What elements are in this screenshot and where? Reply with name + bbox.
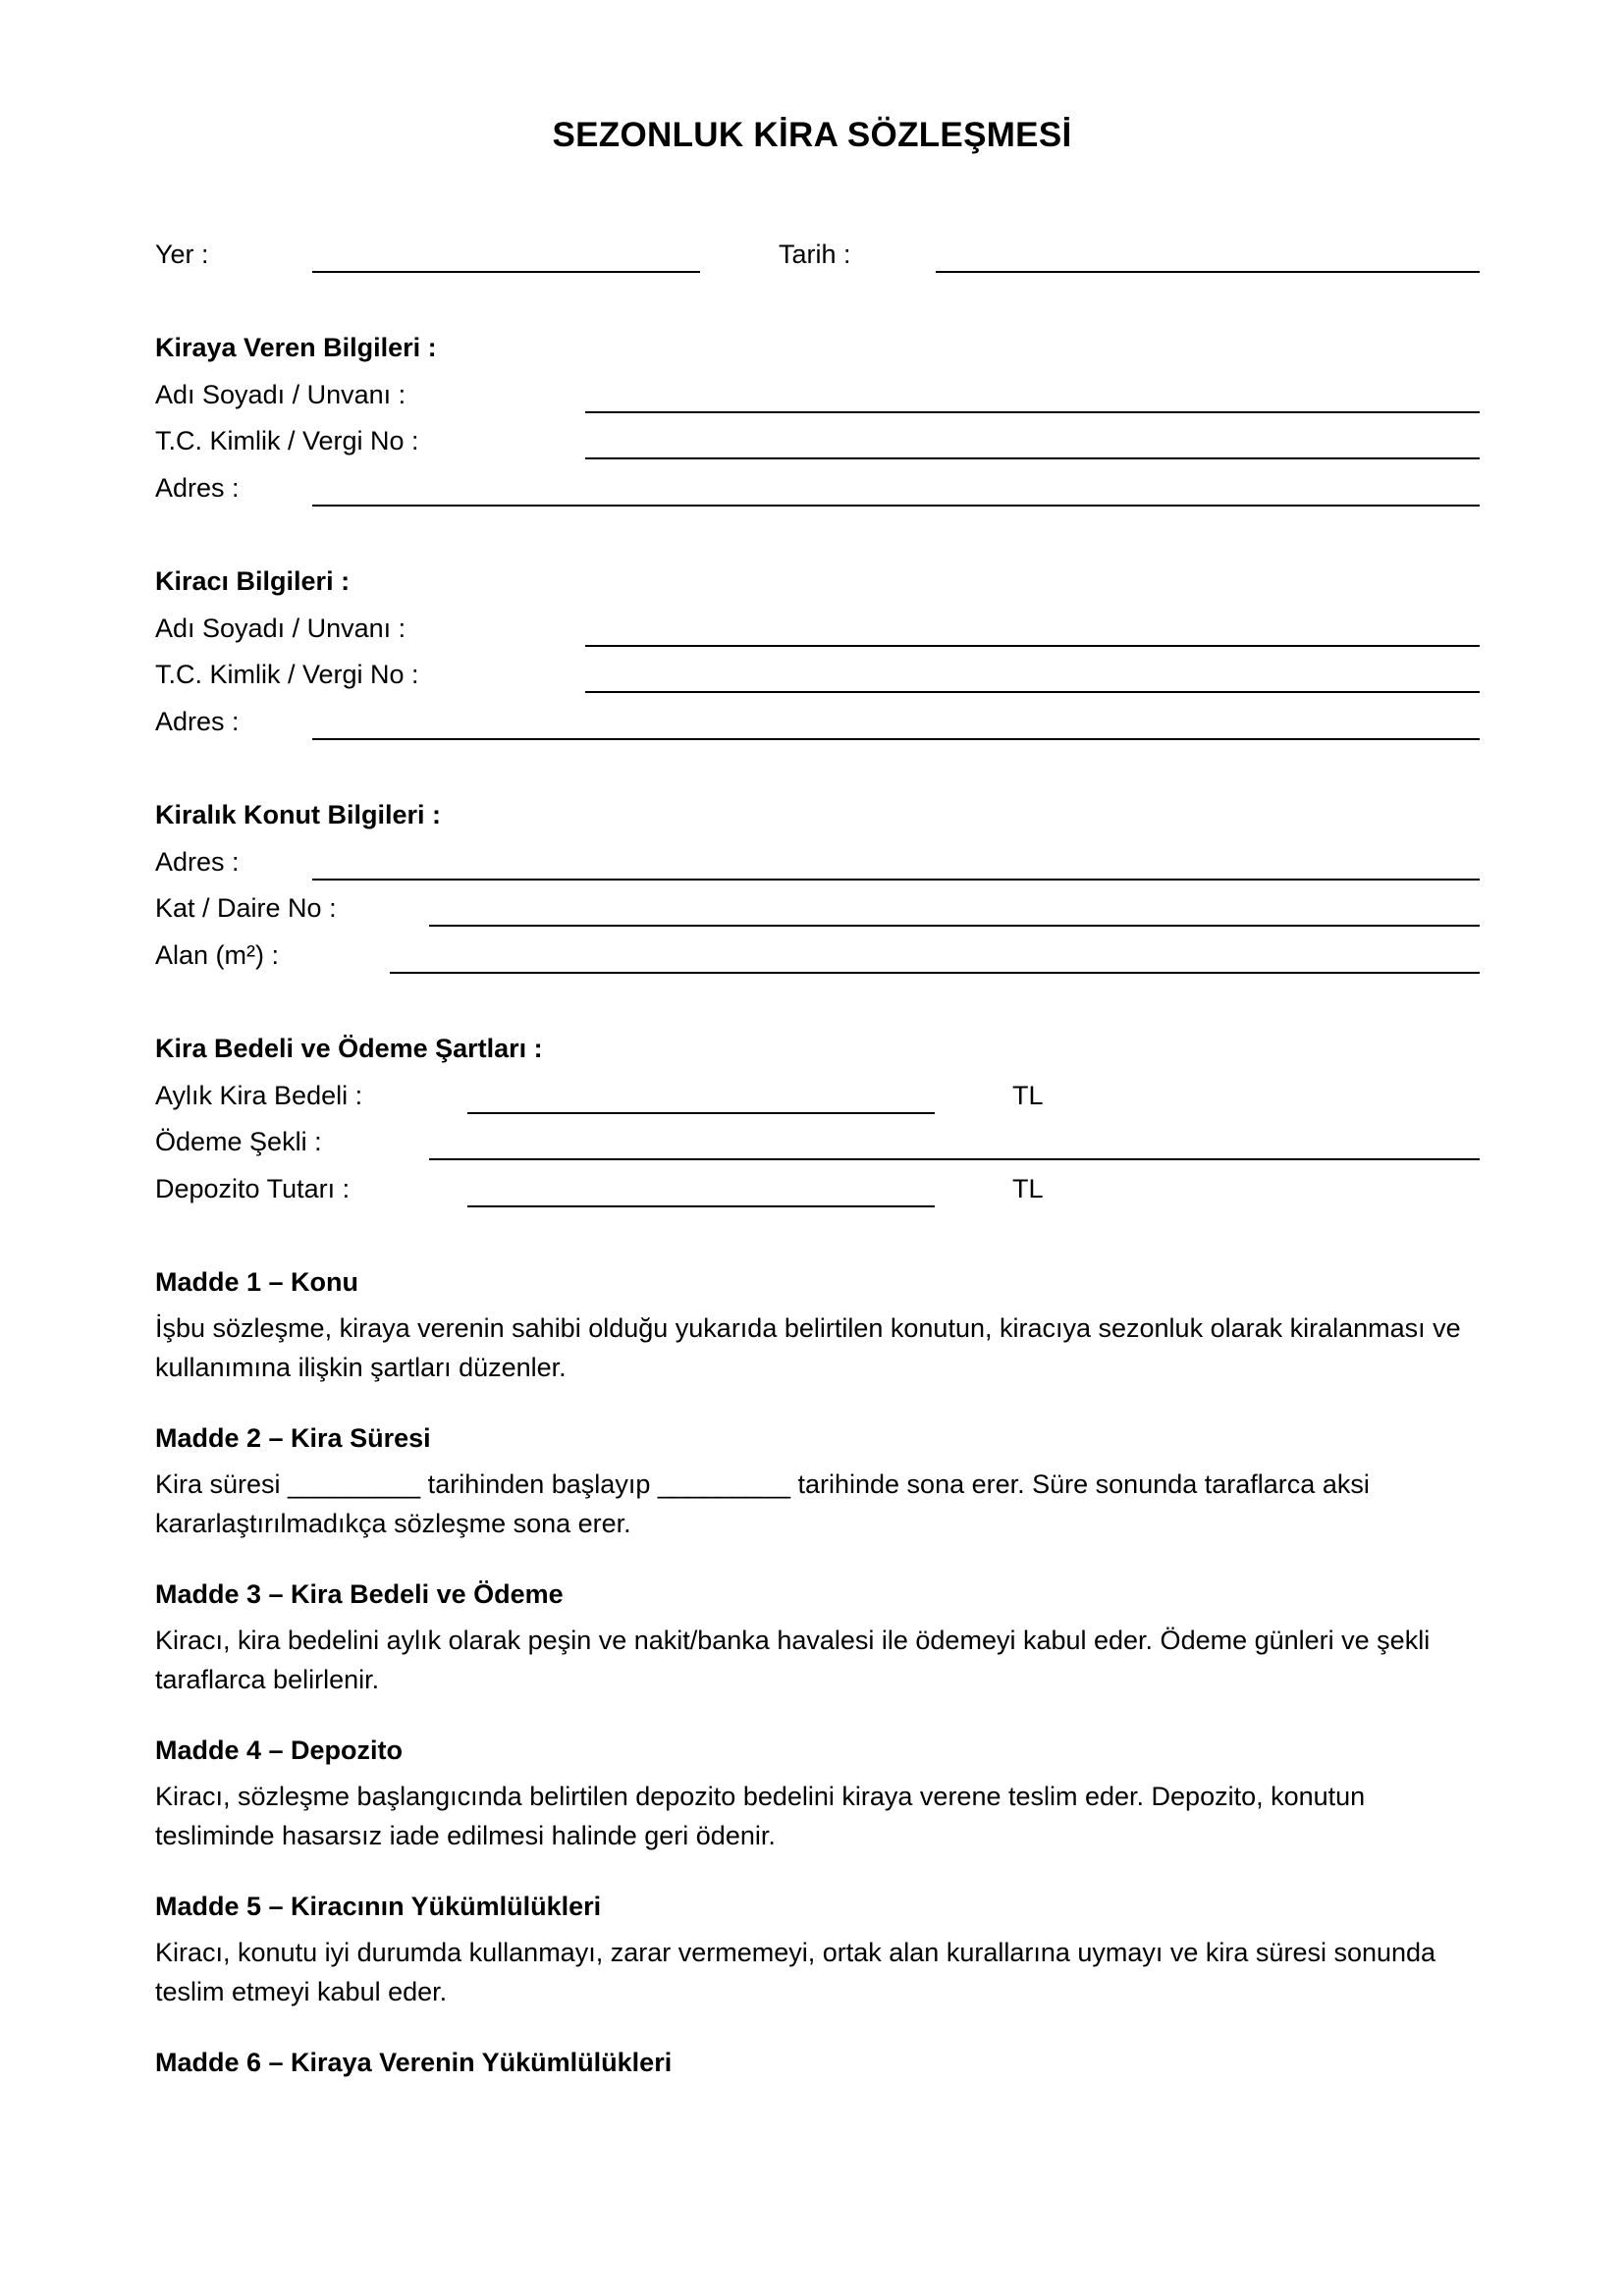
- article-5-heading: Madde 5 – Kiracının Yükümlülükleri: [155, 1892, 602, 1921]
- landlord-name-field[interactable]: [585, 411, 1480, 413]
- property-address-field[interactable]: [312, 879, 1480, 881]
- article-1-text: İşbu sözleşme, kiraya verenin sahibi olduğu yukarıda belirtilen konutun, kiracıya sezonluk olarak kiralanması ve kullanımına ilişkin şartları düzenler.: [155, 1313, 1461, 1382]
- rent-label: Aylık Kira Bedeli :: [155, 1081, 363, 1110]
- tenant-id-label: T.C. Kimlik / Vergi No :: [155, 660, 419, 689]
- yer-label: Yer :: [155, 240, 209, 269]
- document-title: SEZONLUK KİRA SÖZLEŞMESİ: [552, 116, 1072, 154]
- landlord-address-label: Adres :: [155, 473, 240, 503]
- deposit-unit: TL: [1012, 1174, 1044, 1203]
- tarih-label: Tarih :: [779, 240, 851, 269]
- deposit-label: Depozito Tutarı :: [155, 1174, 351, 1203]
- property-area-label: Alan (m²) :: [155, 940, 280, 970]
- payment-method-label: Ödeme Şekli :: [155, 1127, 322, 1156]
- landlord-address-field[interactable]: [312, 505, 1480, 507]
- article-2-heading: Madde 2 – Kira Süresi: [155, 1423, 431, 1453]
- tenant-name-label: Adı Soyadı / Unvanı :: [155, 614, 406, 643]
- article-3-heading: Madde 3 – Kira Bedeli ve Ödeme: [155, 1579, 564, 1609]
- payment-heading: Kira Bedeli ve Ödeme Şartları :: [155, 1034, 543, 1063]
- article-5-text: Kiracı, konutu iyi durumda kullanmayı, zarar vermemeyi, ortak alan kurallarına uymayı ve kira süresi sonunda teslim etmeyi kabul eder.: [155, 1938, 1436, 2006]
- landlord-id-field[interactable]: [585, 457, 1480, 459]
- landlord-heading: Kiraya Veren Bilgileri :: [155, 333, 437, 362]
- article-3-text: Kiracı, kira bedelini aylık olarak peşin ve nakit/banka havalesi ile ödemeyi kabul eder. Ödeme günleri ve şekli taraflarca belirlenir.: [155, 1626, 1431, 1694]
- tarih-field[interactable]: [936, 271, 1480, 273]
- landlord-id-label: T.C. Kimlik / Vergi No :: [155, 426, 419, 455]
- deposit-field[interactable]: [467, 1205, 935, 1207]
- tenant-address-label: Adres :: [155, 707, 240, 736]
- article-1-heading: Madde 1 – Konu: [155, 1267, 359, 1297]
- property-floor-field[interactable]: [429, 925, 1480, 927]
- property-area-field[interactable]: [390, 972, 1480, 974]
- rent-unit: TL: [1012, 1081, 1044, 1110]
- rent-field[interactable]: [467, 1112, 935, 1114]
- article-4-text: Kiracı, sözleşme başlangıcında belirtilen depozito bedelini kiraya verene teslim eder. Depozito, konutun tesliminde hasarsız iade edilmesi halinde geri ödenir.: [155, 1782, 1366, 1850]
- tenant-name-field[interactable]: [585, 645, 1480, 647]
- article-4-heading: Madde 4 – Depozito: [155, 1735, 404, 1765]
- yer-field[interactable]: [312, 271, 700, 273]
- payment-method-field[interactable]: [429, 1158, 1480, 1160]
- property-heading: Kiralık Konut Bilgileri :: [155, 800, 442, 829]
- property-address-label: Adres :: [155, 847, 240, 877]
- property-floor-label: Kat / Daire No :: [155, 893, 337, 923]
- article-6-heading: Madde 6 – Kiraya Verenin Yükümlülükleri: [155, 2048, 673, 2077]
- tenant-address-field[interactable]: [312, 738, 1480, 740]
- article-2-text: Kira süresi _________ tarihinden başlayıp _________ tarihinde sona erer. Süre sonunda taraflarca aksi kararlaştırılmadıkça sözleşme sona erer.: [155, 1469, 1370, 1538]
- tenant-heading: Kiracı Bilgileri :: [155, 566, 351, 596]
- landlord-name-label: Adı Soyadı / Unvanı :: [155, 380, 406, 409]
- tenant-id-field[interactable]: [585, 691, 1480, 693]
